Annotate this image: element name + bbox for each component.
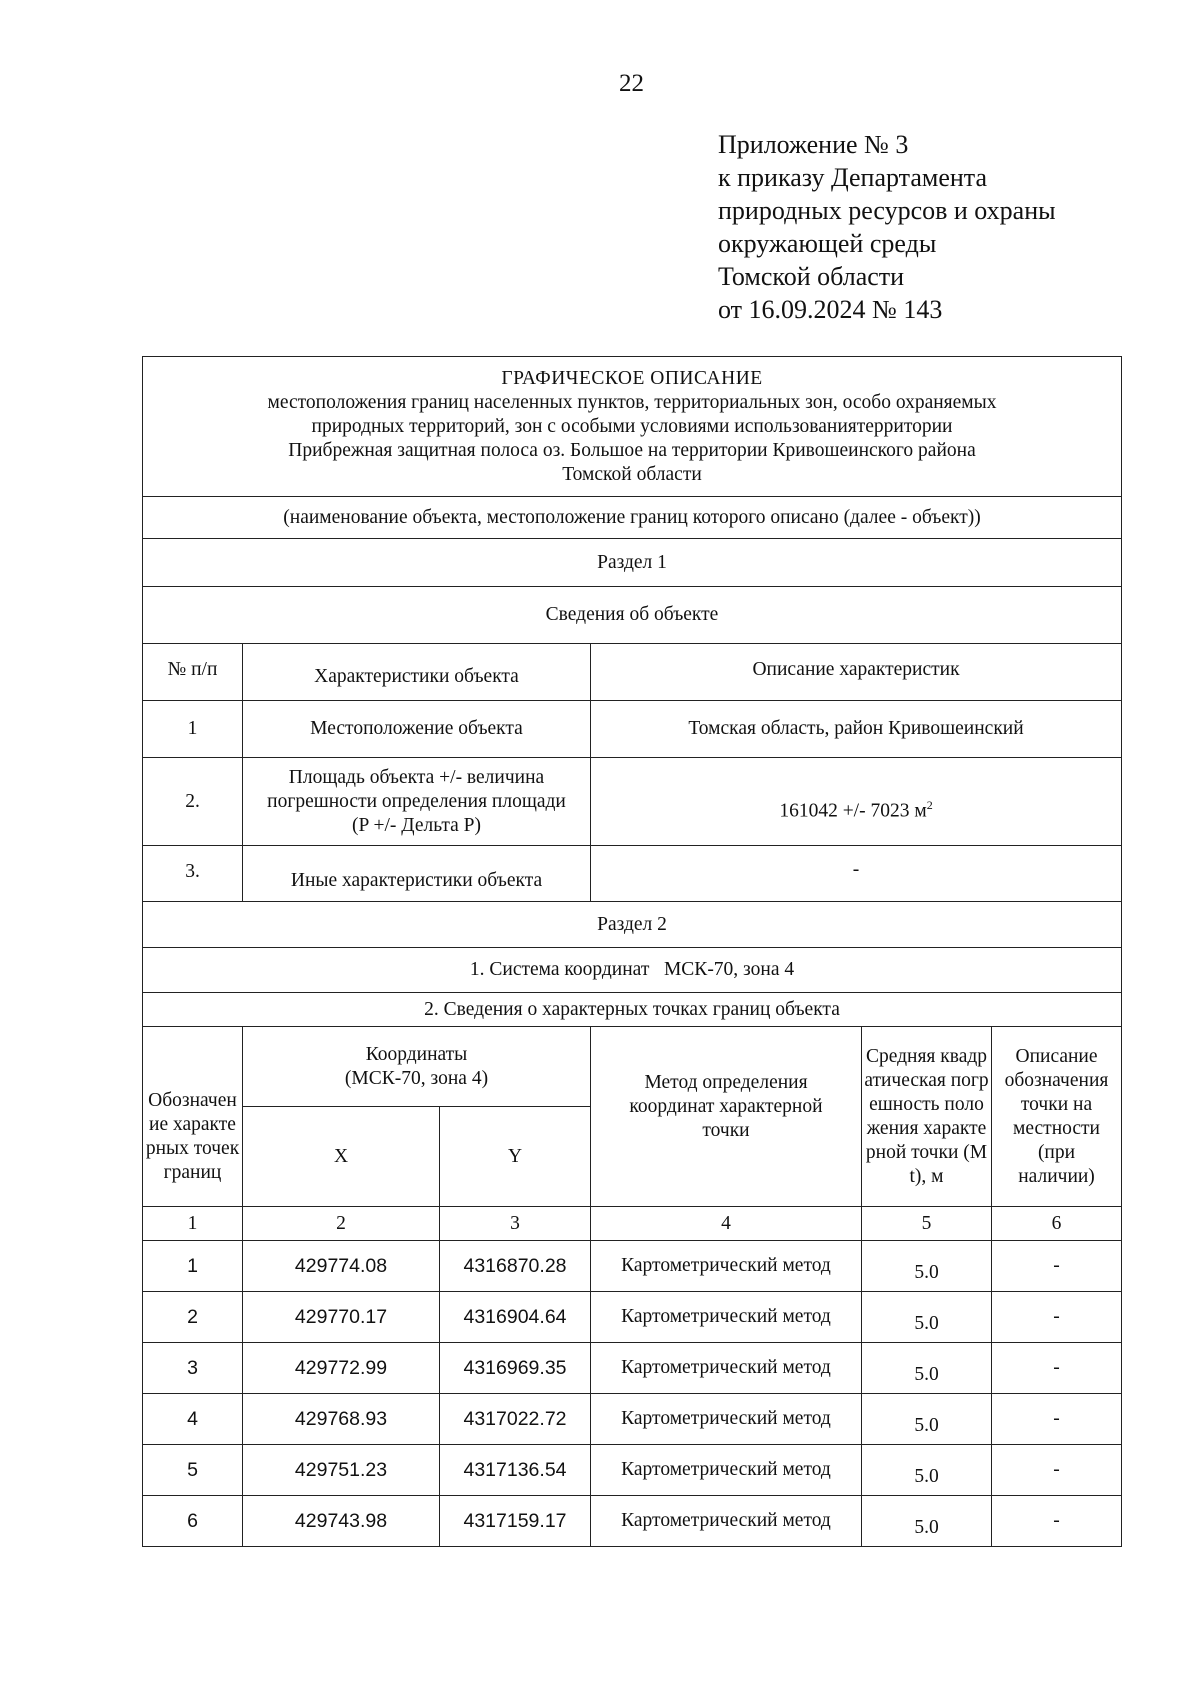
header-line: Томской области [562, 463, 702, 485]
table-row [143, 1394, 1122, 1445]
point-y: 4317022.72 [440, 1394, 591, 1445]
column-number: 1 [143, 1207, 243, 1241]
point-y: 4316870.28 [440, 1241, 591, 1292]
point-description: - [992, 1241, 1122, 1292]
col-header-designation: Обозначение характерных точек границ [143, 1027, 243, 1207]
point-x: 429770.17 [243, 1292, 440, 1343]
point-y: 4317159.17 [440, 1496, 591, 1547]
header-row [143, 357, 1122, 497]
table-row [143, 1343, 1122, 1394]
point-x: 429743.98 [243, 1496, 440, 1547]
area-unit-exponent: 2 [926, 798, 933, 813]
column-number: 3 [440, 1207, 591, 1241]
table-row [143, 1241, 1122, 1292]
section1-header-row [143, 644, 1122, 701]
row-value: - [591, 846, 1122, 902]
col-header-characteristics: Характеристики объекта [243, 644, 591, 701]
point-id: 4 [143, 1394, 243, 1445]
point-id: 6 [143, 1496, 243, 1547]
point-id: 3 [143, 1343, 243, 1394]
col-header-coordinates: Координаты (МСК-70, зона 4) [243, 1027, 591, 1107]
point-mt: 5.0 [862, 1394, 992, 1445]
appendix-line: природных ресурсов и охраны [718, 196, 1056, 225]
point-y: 4316904.64 [440, 1292, 591, 1343]
col-header-point-description: Описание обозначения точки на местности (при наличии) [992, 1027, 1122, 1207]
point-description: - [992, 1394, 1122, 1445]
section2-title: Раздел 2 [143, 902, 1122, 948]
page-number: 22 [619, 70, 644, 97]
col-header-y: Y [440, 1107, 591, 1207]
row-number: 3. [143, 846, 243, 902]
section2-title-row [143, 902, 1122, 948]
column-number: 6 [992, 1207, 1122, 1241]
column-number: 5 [862, 1207, 992, 1241]
appendix-line: Томской области [718, 262, 905, 291]
row-value: Томская область, район Кривошеинский [591, 701, 1122, 758]
point-id: 1 [143, 1241, 243, 1292]
col-header-x: X [243, 1107, 440, 1207]
point-mt: 5.0 [862, 1496, 992, 1547]
table-row [143, 758, 1122, 846]
section1-title: Раздел 1 [143, 539, 1122, 587]
column-numbers-row [143, 1207, 1122, 1241]
appendix-line: окружающей среды [718, 229, 937, 258]
coordinate-system: 1. Система координат МСК-70, зона 4 [143, 948, 1122, 993]
column-number: 2 [243, 1207, 440, 1241]
row-value [591, 758, 1122, 846]
point-id: 2 [143, 1292, 243, 1343]
points-header-row [143, 1027, 1122, 1107]
point-description: - [992, 1292, 1122, 1343]
point-y: 4316969.35 [440, 1343, 591, 1394]
point-description: - [992, 1445, 1122, 1496]
object-caption: (наименование объекта, местоположение границ которого описано (далее - объект)) [143, 497, 1122, 539]
point-method: Картометрический метод [591, 1292, 862, 1343]
row-number: 2. [143, 758, 243, 846]
points-title-row [143, 993, 1122, 1027]
appendix-line: Приложение № 3 [718, 130, 909, 159]
appendix-block [718, 128, 1056, 326]
coord-system-row [143, 948, 1122, 993]
point-y: 4317136.54 [440, 1445, 591, 1496]
row-number: 1 [143, 701, 243, 758]
point-method: Картометрический метод [591, 1394, 862, 1445]
header-line: природных территорий, зон с особыми условиями использованиятерритории [311, 415, 953, 437]
appendix-line: к приказу Департамента [718, 163, 988, 192]
points-title: 2. Сведения о характерных точках границ объекта [143, 993, 1122, 1027]
point-mt: 5.0 [862, 1343, 992, 1394]
point-mt: 5.0 [862, 1445, 992, 1496]
section1-subtitle-row [143, 587, 1122, 644]
table-row [143, 1496, 1122, 1547]
table-row [143, 701, 1122, 758]
document-title: ГРАФИЧЕСКОЕ ОПИСАНИЕ [501, 367, 763, 389]
graphic-description-table [142, 356, 1122, 1547]
document-header [143, 357, 1122, 497]
col-header-accuracy: Средняя квадратическая погрешность положения характерной точки (Mt), м [862, 1027, 992, 1207]
point-mt: 5.0 [862, 1292, 992, 1343]
header-line: Прибрежная защитная полоса оз. Большое на территории Кривошеинского района [288, 439, 976, 461]
point-id: 5 [143, 1445, 243, 1496]
row-characteristic: Площадь объекта +/- величина погрешности определения площади (P +/- Дельта P) [243, 758, 591, 846]
point-method: Картометрический метод [591, 1241, 862, 1292]
row-characteristic: Иные характеристики объекта [243, 846, 591, 902]
point-mt: 5.0 [862, 1241, 992, 1292]
header-line: местоположения границ населенных пунктов, территориальных зон, особо охраняемых [267, 391, 997, 413]
table-row [143, 846, 1122, 902]
table-row [143, 1445, 1122, 1496]
col-header-description: Описание характеристик [591, 644, 1122, 701]
area-value: 161042 +/- 7023 м [779, 800, 927, 822]
point-description: - [992, 1343, 1122, 1394]
appendix-line: от 16.09.2024 № 143 [718, 295, 943, 324]
caption-row [143, 497, 1122, 539]
col-header-number: № п/п [143, 644, 243, 701]
col-header-method: Метод определения координат характерной точки [591, 1027, 862, 1207]
point-x: 429768.93 [243, 1394, 440, 1445]
point-method: Картометрический метод [591, 1445, 862, 1496]
point-x: 429772.99 [243, 1343, 440, 1394]
row-characteristic: Местоположение объекта [243, 701, 591, 758]
section1-subtitle: Сведения об объекте [143, 587, 1122, 644]
point-method: Картометрический метод [591, 1343, 862, 1394]
point-x: 429751.23 [243, 1445, 440, 1496]
column-number: 4 [591, 1207, 862, 1241]
table-row [143, 1292, 1122, 1343]
point-method: Картометрический метод [591, 1496, 862, 1547]
section1-title-row [143, 539, 1122, 587]
point-description: - [992, 1496, 1122, 1547]
point-x: 429774.08 [243, 1241, 440, 1292]
